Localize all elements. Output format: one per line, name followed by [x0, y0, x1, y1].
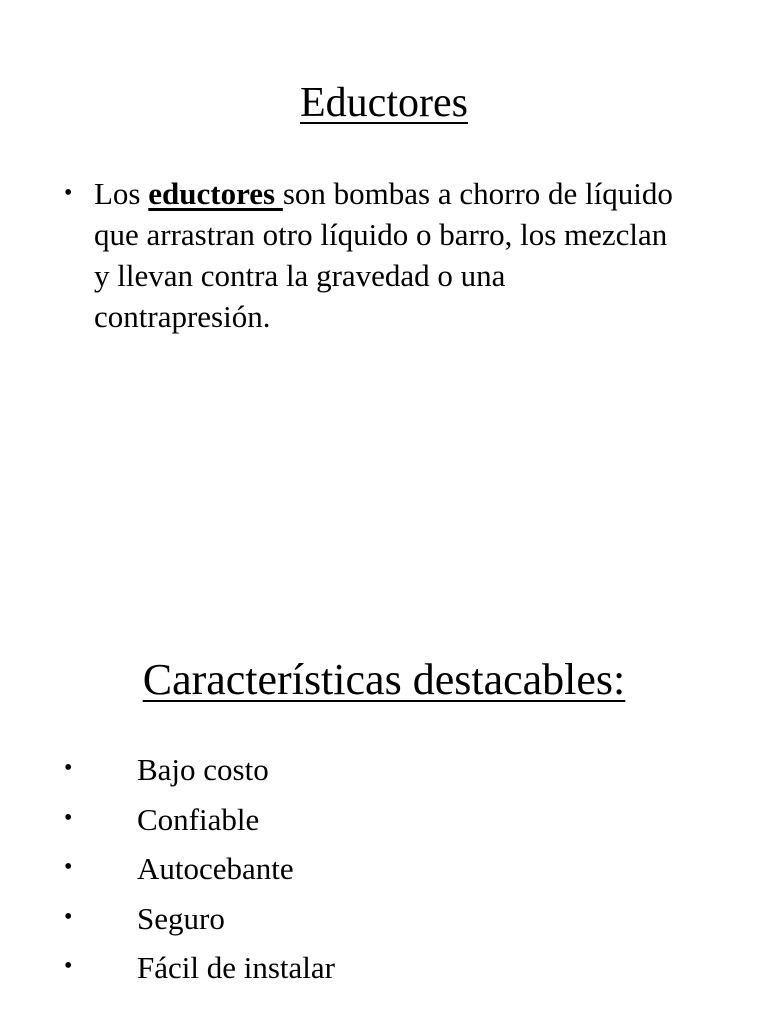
intro-paragraph	[94, 173, 684, 337]
feature-label: Seguro	[137, 900, 225, 936]
slide-title-eductores: Eductores	[300, 80, 468, 126]
feature-label: Autocebante	[137, 851, 294, 886]
feature-label: Bajo costo	[137, 752, 269, 787]
intro-prefix: Los	[94, 176, 149, 211]
intro-term: eductores	[148, 176, 283, 211]
bullet-marker: •	[64, 953, 73, 979]
bullet-marker: •	[64, 180, 73, 206]
intro-rest: son bombas a chorro de líquido que arrastran otro líquido o barro, los mezclan y llevan contra la gravedad o una contrapresión.	[94, 176, 673, 334]
feature-label: Confiable	[137, 801, 260, 837]
bullet-marker: •	[64, 903, 73, 930]
bullet-marker: •	[64, 854, 73, 880]
bullet-marker: •	[64, 804, 73, 831]
slide-title-caracteristicas: Características destacables:	[142, 655, 626, 704]
feature-label: Fácil de instalar	[137, 950, 335, 985]
bullet-marker: •	[64, 755, 73, 781]
